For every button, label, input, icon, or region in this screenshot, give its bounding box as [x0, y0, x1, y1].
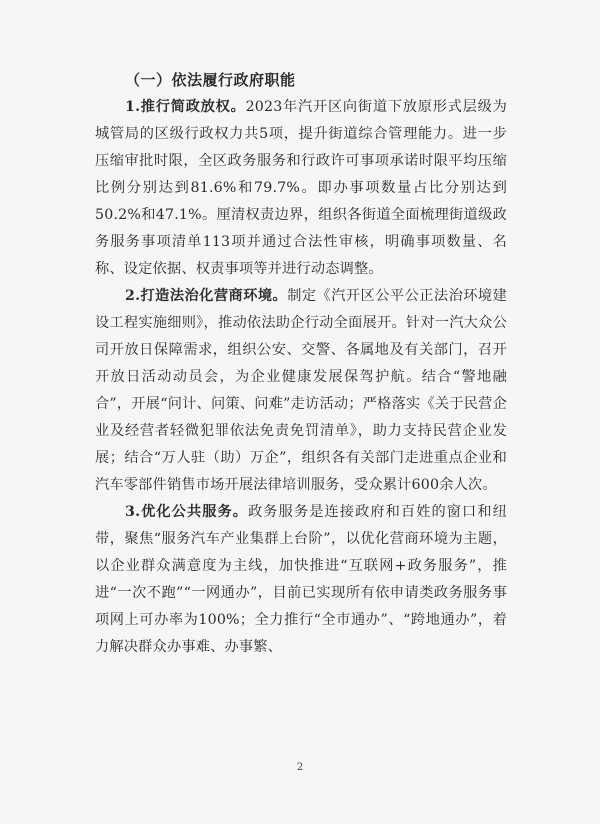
section-heading: （一）依法履行政府职能 — [125, 71, 296, 89]
paragraph-3-title: 3.优化公共服务。 — [125, 504, 249, 520]
paragraph-3-text: 政务服务是连接政府和百姓的窗口和纽带，聚焦“服务汽车产业集群上台阶”，以优化营商环境为主题，以企业群众满意度为主线，加快推进“互联网+政务服务”，推进“一次不跑”“一网通办”，目前已实现所有依申请类政务服务事项网上可办率为100%；全力推行“全市通办”、“跨地通办”，着力解决群众办事难、办事繁、 — [95, 504, 507, 655]
paragraph-2-title: 2.打造法治化营商环境。 — [125, 288, 288, 304]
paragraph-2-text: 制定《汽开区公平公正法治环境建设工程实施细则》，推动依法助企行动全面展开。针对一汽大众公司开放日保障需求，组织公安、交警、各属地及有关部门，召开开放日活动动员会，为企业健康发展保驾护航。结合“警地融合”，开展“问计、问策、问难”走访活动；严格落实《关于民营企业及经营者轻微犯罪依法免责免罚清单》，助力支持民营企业发展；结合“万人驻（助）万企”，组织各有关部门走进重点企业和汽车零部件销售市场开展法律培训服务，受众累计600余人次。 — [95, 288, 507, 493]
page-number: 2 — [296, 762, 304, 773]
paragraph-2 — [95, 283, 507, 499]
paragraph-3 — [95, 499, 507, 661]
paragraph-1-title: 1.推行简政放权。 — [125, 99, 246, 115]
paragraph-1-text: 2023年汽开区向街道下放原形式层级为城管局的区级行政权力共5项，提升街道综合管理能力。进一步压缩审批时限，全区政务服务和行政许可事项承诺时限平均压缩比例分别达到81.6%和79.7%。即办事项数量占比分别达到50.2%和47.1%。厘清权责边界，组织各街道全面梳理街道级政务服务事项清单113项并通过合法性审核，明确事项数量、名称、设定依据、权责事项等并进行动态调整。 — [95, 99, 507, 277]
paragraph-1 — [95, 94, 507, 283]
document-body — [95, 68, 507, 661]
